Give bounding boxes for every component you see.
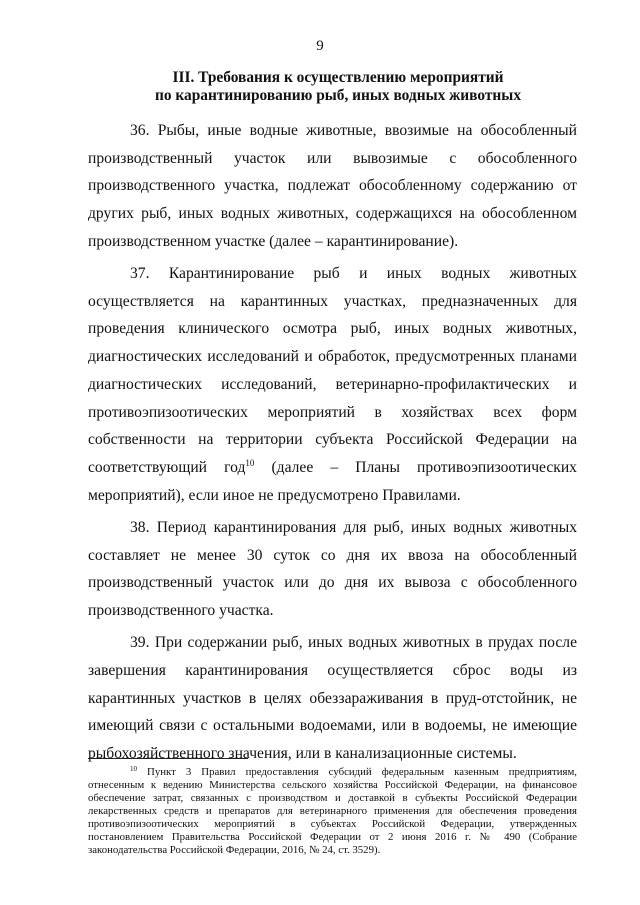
footnote-reference[interactable]: 10	[245, 457, 255, 468]
page-number: 9	[316, 38, 324, 54]
footnote-mark: 10	[130, 765, 137, 773]
paragraph-39: 39. При содержании рыб, иных водных животных в прудах после завершения карантинирования осуществляется сброс воды из карантинных участков в целях обеззараживания в пруд-отстойник, не имеющий связи с остальными водоемами, или в водоемы, не имеющие рыбохозяйственного значения, или в канализационные системы.	[88, 634, 577, 762]
footnote-separator	[88, 758, 248, 759]
footnote-text: Пункт 3 Правил предоставления субсидий федеральным казенным предприятиям, отнесенным к ведению Министерства сельского хозяйства Российской Федерации, на финансовое обеспечение затрат, связанных с производством и доставкой в субъекты Российской Федерации лекарственных средств и препаратов для ветеринарного применения для обеспечения проведения противоэпизоотических мероприятий в субъектах Российской Федерации, утвержденных постановлением Правительства Российской Федерации от 2 июня 2016 г. № 490 (Собрание законодательства Российской Федерации, 2016, № 24, ст. 3529).	[88, 766, 577, 856]
paragraph-37-text-end: (далее – Планы противоэпизоотических мероприятий), если иное не предусмотрено Правилами.	[88, 458, 577, 504]
section-heading-line-1: III. Требования к осуществлению мероприятий	[172, 69, 504, 86]
section-heading-line-2: по карантинированию рыб, иных водных животных	[154, 87, 522, 104]
paragraph-38: 38. Период карантинирования для рыб, иных водных животных составляет не менее 30 суток со дня их ввоза на обособленный производственный участок или до дня их вывоза с обособленного производственного участка.	[88, 518, 577, 619]
paragraph-37-text-start: 37. Карантинирование рыб и иных водных животных осуществляется на карантинных участках, предназначенных для проведения клинического осмотра рыб, иных водных животных, диагностических исследований и обработок, предусмотренных планами диагностических исследований, ветеринарно-профилактических и противоэпизоотических мероприятий в хозяйствах всех форм собственности на территории субъекта Российской Федерации на соответствующий год	[88, 265, 577, 476]
body-text	[88, 117, 577, 772]
footnote	[88, 766, 577, 857]
paragraph-37	[88, 260, 577, 509]
section-heading	[88, 69, 588, 105]
paragraph-36: 36. Рыбы, иные водные животные, ввозимые на обособленный производственный участок или вывозимые с обособленного производственного участка, подлежат обособленному содержанию от других рыб, иных водных животных, содержащихся на обособленном производственном участке (далее – карантинирование).	[88, 122, 577, 250]
